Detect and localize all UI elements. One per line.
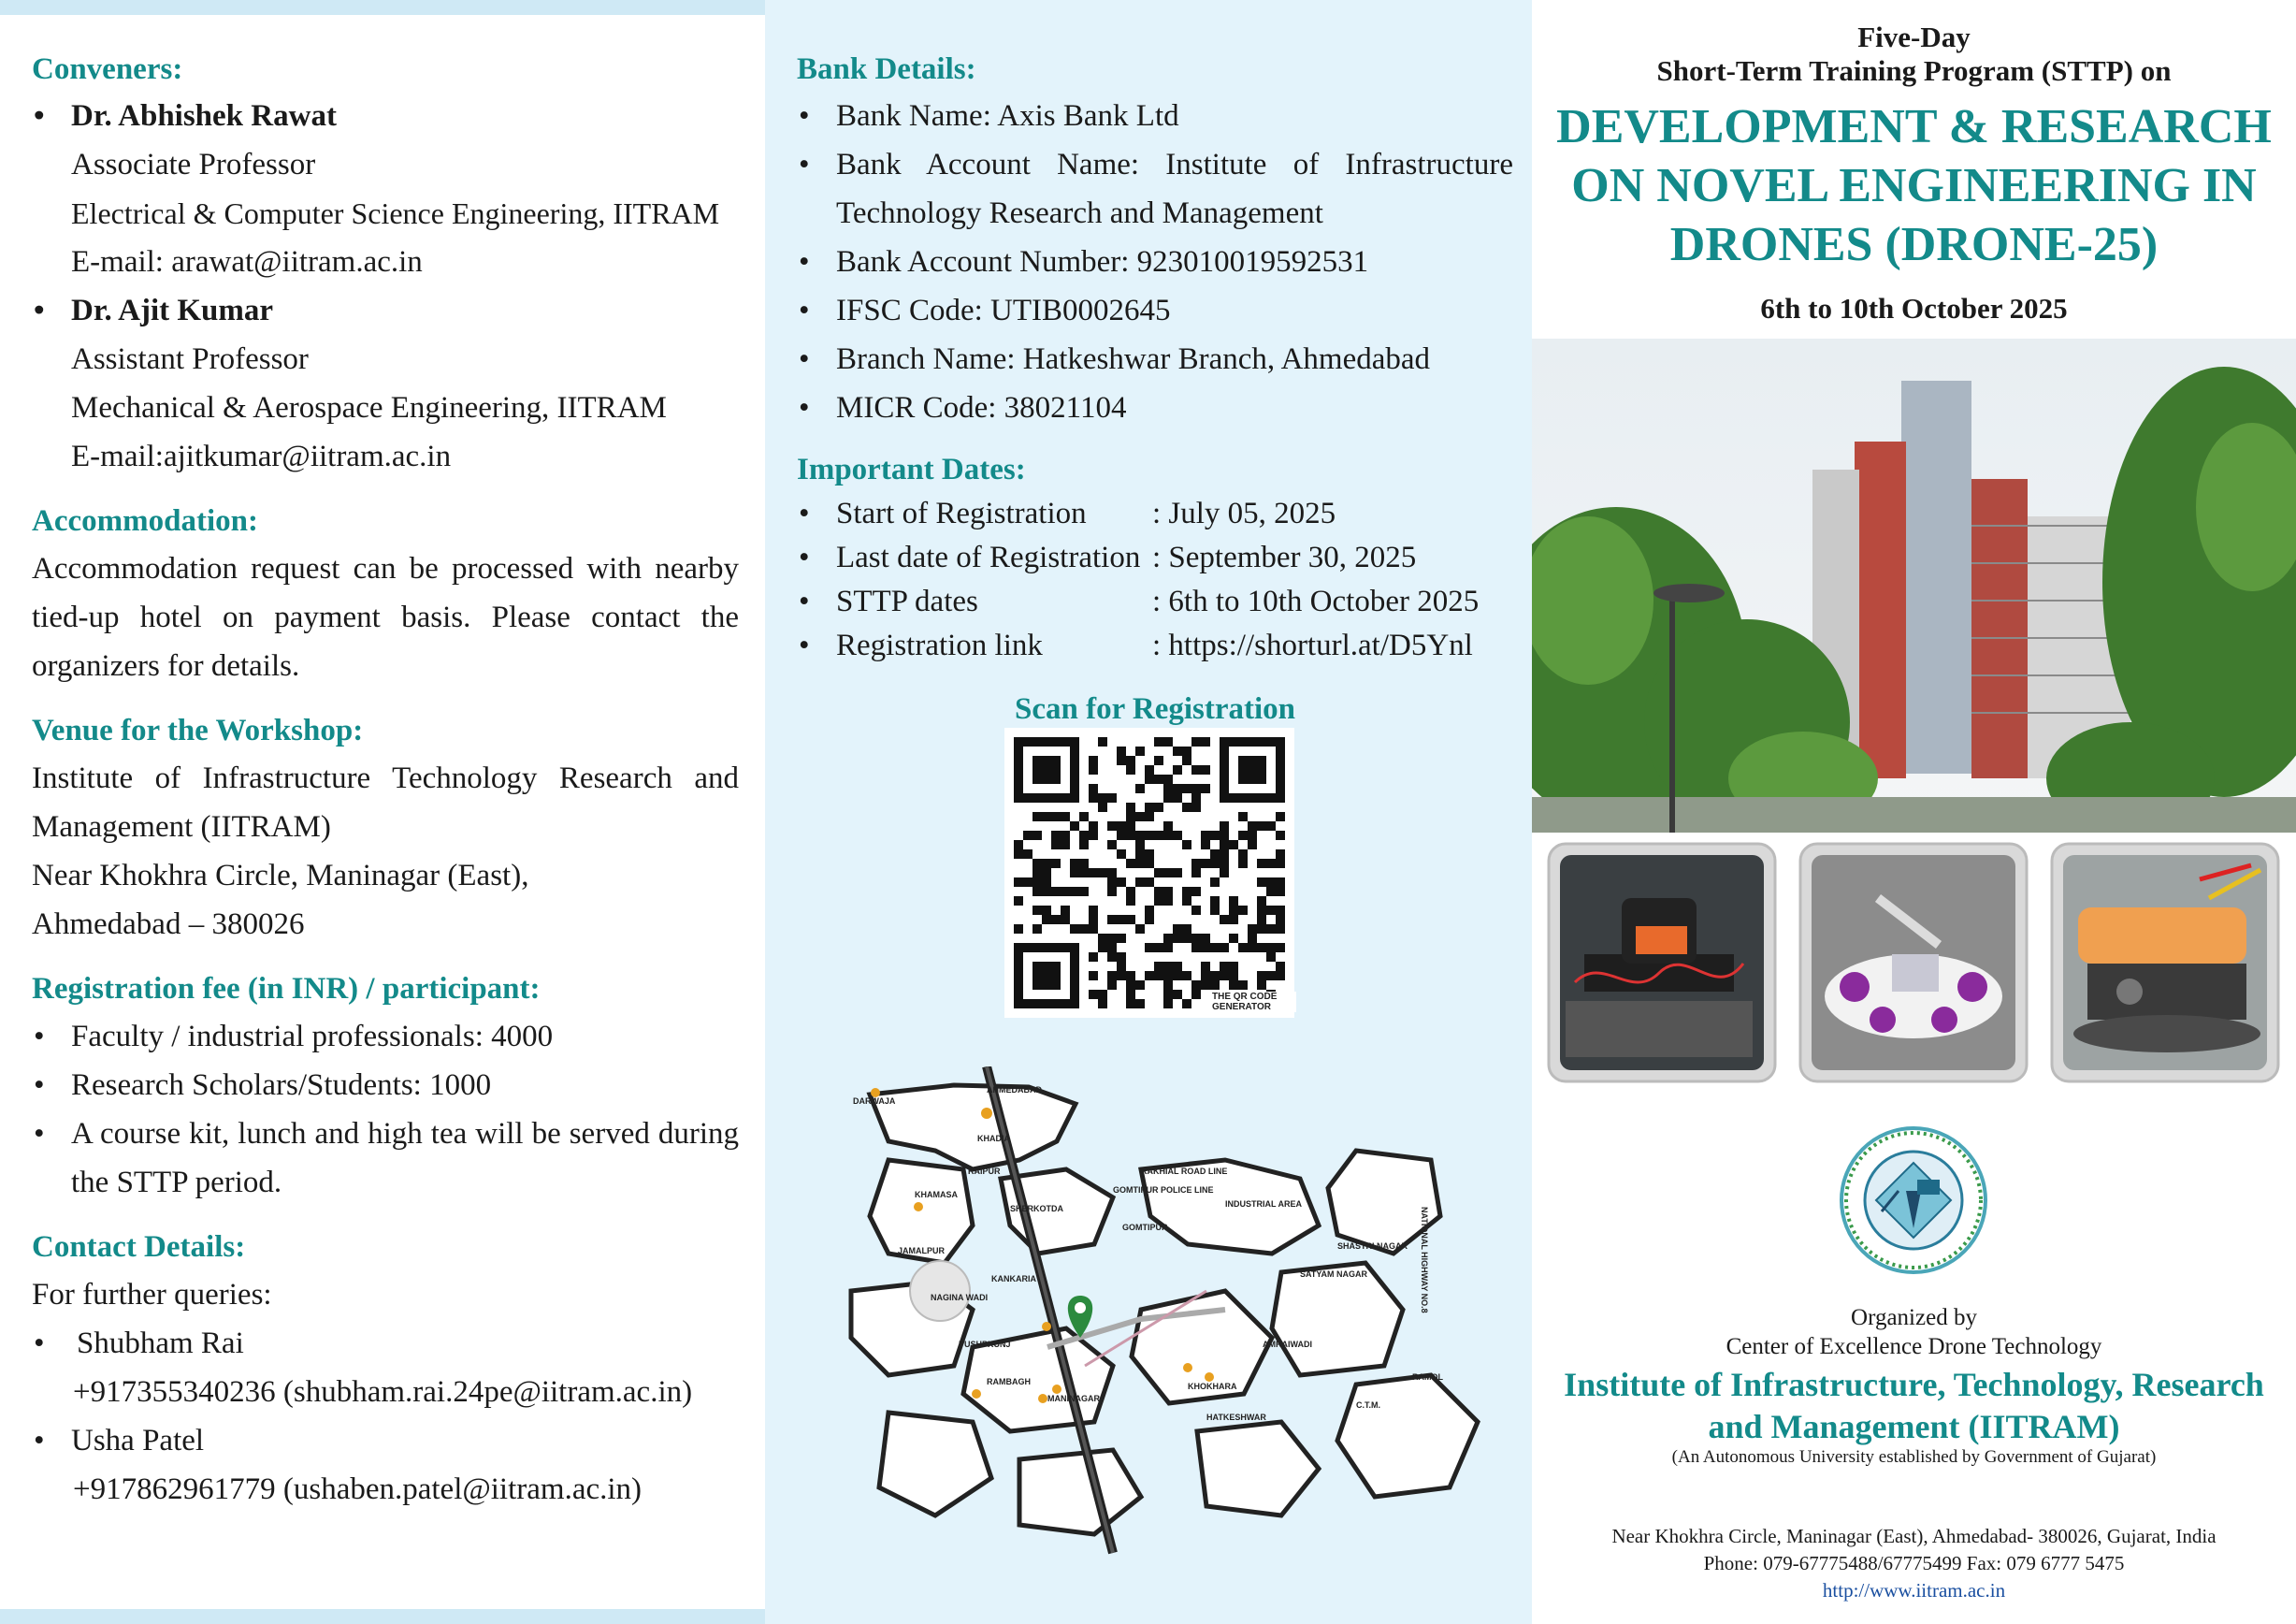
map-label: JAMALPUR <box>898 1246 946 1255</box>
bank-item: • IFSC Code: UTIB0002645 <box>797 286 1513 335</box>
date-row <box>797 536 1513 580</box>
convener-title: Associate Professor <box>71 148 316 181</box>
title-line: DRONES (DRONE-25) <box>1669 218 2159 271</box>
map-label: KHOKHARA <box>1188 1382 1237 1391</box>
date-value: : July 05, 2025 <box>1152 497 1336 530</box>
contact-intro: For further queries: <box>32 1278 272 1312</box>
date-value: : September 30, 2025 <box>1152 541 1417 574</box>
fee-item: • A course kit, lunch and high tea will be served during the STTP period. <box>32 1109 739 1207</box>
registration-qr-code[interactable] <box>1004 728 1294 1018</box>
top-bar <box>0 0 765 15</box>
qr-caption <box>1212 992 1296 1012</box>
pre-title-line: Five-Day <box>1857 21 1971 53</box>
date-label: • Last date of Registration <box>797 536 1152 580</box>
fee-item: • Faculty / industrial professionals: 4000 <box>32 1012 739 1061</box>
pre-title-line: Short-Term Training Program (STTP) on <box>1656 54 2172 87</box>
pre-title <box>1532 21 2296 88</box>
bottom-bar <box>0 1609 765 1624</box>
bank-item: • Bank Account Name: Institute of Infrastructure Technology Research and Management <box>797 140 1513 238</box>
map-label: DARWAJA <box>853 1096 896 1106</box>
venue-line: Near Khokhra Circle, Maninagar (East), <box>32 859 529 892</box>
campus-photo <box>1532 339 2296 833</box>
map-label: HATKESHWAR <box>1206 1413 1266 1422</box>
drone-photo-1 <box>1547 842 1777 1083</box>
registration-link[interactable]: : https://shorturl.at/D5Ynl <box>1152 629 1473 662</box>
title-line: ON NOVEL ENGINEERING IN <box>1571 159 2257 212</box>
contact-heading: Contact Details: <box>32 1230 246 1264</box>
convener-dept: Mechanical & Aerospace Engineering, IITRAM <box>71 391 667 425</box>
map-label: INDUSTRIAL AREA <box>1225 1199 1303 1209</box>
date-label: • Start of Registration <box>797 492 1152 536</box>
footer-address: Near Khokhra Circle, Maninagar (East), Ahmedabad- 380026, Gujarat, India <box>1611 1525 2217 1547</box>
map-label: SATYAM NAGAR <box>1300 1269 1368 1279</box>
institute-line: Institute of Infrastructure, Technology, Research <box>1564 1366 2264 1403</box>
location-map[interactable] <box>832 1066 1506 1567</box>
convener-name: • Dr. Abhishek Rawat <box>32 92 739 140</box>
qr-heading: Scan for Registration <box>1014 692 1296 726</box>
venue-line: Institute of Infrastructure Technology Research and Management (IITRAM) <box>32 761 739 844</box>
map-label: SHERKOTDA <box>1010 1204 1064 1213</box>
conveners-heading: Conveners: <box>32 52 183 86</box>
convener-email[interactable]: E-mail:ajitkumar@iitram.ac.in <box>71 440 452 473</box>
map-label: AMRAIWADI <box>1263 1340 1312 1349</box>
map-label: SHASTRI NAGAR <box>1337 1241 1408 1251</box>
institute-name <box>1532 1364 2296 1448</box>
right-panel <box>1532 0 2296 1624</box>
title-line: DEVELOPMENT & RESEARCH <box>1556 100 2272 153</box>
middle-panel <box>765 0 1532 1624</box>
map-label: KANKARIA <box>991 1274 1036 1283</box>
organizer-block <box>1532 1303 2296 1361</box>
iitram-logo <box>1839 1125 1988 1275</box>
venue-heading: Venue for the Workshop: <box>32 714 364 747</box>
contact-detail[interactable]: +917862961779 (ushaben.patel@iitram.ac.in) <box>73 1472 643 1506</box>
accommodation-heading: Accommodation: <box>32 504 258 538</box>
bank-heading: Bank Details: <box>797 52 976 86</box>
program-dates: 6th to 10th October 2025 <box>1760 292 2068 325</box>
convener-dept: Electrical & Computer Science Engineering, IITRAM <box>71 196 720 230</box>
map-label: KHADIA <box>977 1134 1010 1143</box>
map-label: MANINAGAR <box>1047 1394 1100 1403</box>
map-label: RAMOL <box>1412 1372 1443 1382</box>
map-label: RAKHIAL ROAD LINE <box>1141 1167 1228 1176</box>
venue-line: Ahmedabad – 380026 <box>32 907 305 941</box>
contact-detail[interactable]: +917355340236 (shubham.rai.24pe@iitram.ac.in) <box>73 1375 693 1409</box>
bank-item: • Branch Name: Hatkeshwar Branch, Ahmedabad <box>797 335 1513 384</box>
contact-footer <box>1532 1523 2296 1604</box>
center-name: Center of Excellence Drone Technology <box>1726 1334 2102 1359</box>
qr-caption-line: THE QR CODE <box>1212 992 1278 1002</box>
date-value: : 6th to 10th October 2025 <box>1152 585 1480 618</box>
bank-item: • MICR Code: 38021104 <box>797 384 1513 432</box>
bank-item: • Bank Name: Axis Bank Ltd <box>797 92 1513 140</box>
left-panel <box>0 0 765 1624</box>
map-label: RAMBAGH <box>987 1377 1031 1386</box>
date-row <box>797 580 1513 624</box>
contact-name: • Shubham Rai <box>32 1319 739 1368</box>
map-label: KHAMASA <box>915 1190 958 1199</box>
date-row <box>797 624 1513 668</box>
organized-by: Organized by <box>1851 1305 1977 1330</box>
fee-item: • Research Scholars/Students: 1000 <box>32 1061 739 1109</box>
map-label: NAGINA WADI <box>931 1293 989 1302</box>
bank-item: • Bank Account Number: 923010019592531 <box>797 238 1513 286</box>
fee-heading: Registration fee (in INR) / participant: <box>32 972 541 1006</box>
convener-email[interactable]: E-mail: arawat@iitram.ac.in <box>71 245 423 279</box>
date-label: • Registration link <box>797 624 1152 668</box>
drone-photo-3 <box>2050 842 2280 1083</box>
date-row <box>797 492 1513 536</box>
map-label: AHMEDABAD <box>987 1085 1042 1095</box>
footer-phone: Phone: 079-67775488/67775499 Fax: 079 6777 5475 <box>1703 1552 2125 1574</box>
date-label: • STTP dates <box>797 580 1152 624</box>
program-title <box>1532 97 2296 274</box>
map-label: GOMTIPUR <box>1122 1223 1168 1232</box>
map-label: RAIPUR <box>968 1167 1001 1176</box>
map-label: PUSHPKUNJ <box>959 1340 1011 1349</box>
convener-name: • Dr. Ajit Kumar <box>32 286 739 335</box>
map-label: C.T.M. <box>1356 1400 1380 1410</box>
map-label: GOMTIPUR POLICE LINE <box>1113 1185 1214 1195</box>
contact-name: • Usha Patel <box>32 1416 739 1465</box>
website-link[interactable]: http://www.iitram.ac.in <box>1822 1579 2006 1602</box>
qr-caption-line: GENERATOR <box>1212 1002 1271 1012</box>
convener-title: Assistant Professor <box>71 342 309 376</box>
autonomous-note: (An Autonomous University established by Government of Gujarat) <box>1671 1447 2157 1467</box>
institute-line: and Management (IITRAM) <box>1708 1408 2120 1445</box>
map-label: NATIONAL HIGHWAY NO.8 <box>1420 1207 1429 1313</box>
drone-photo-2 <box>1798 842 2029 1083</box>
accommodation-text: Accommodation request can be processed with nearby tied-up hotel on payment basis. Please contact the organizers for details. <box>32 552 739 683</box>
dates-heading: Important Dates: <box>797 453 1026 486</box>
